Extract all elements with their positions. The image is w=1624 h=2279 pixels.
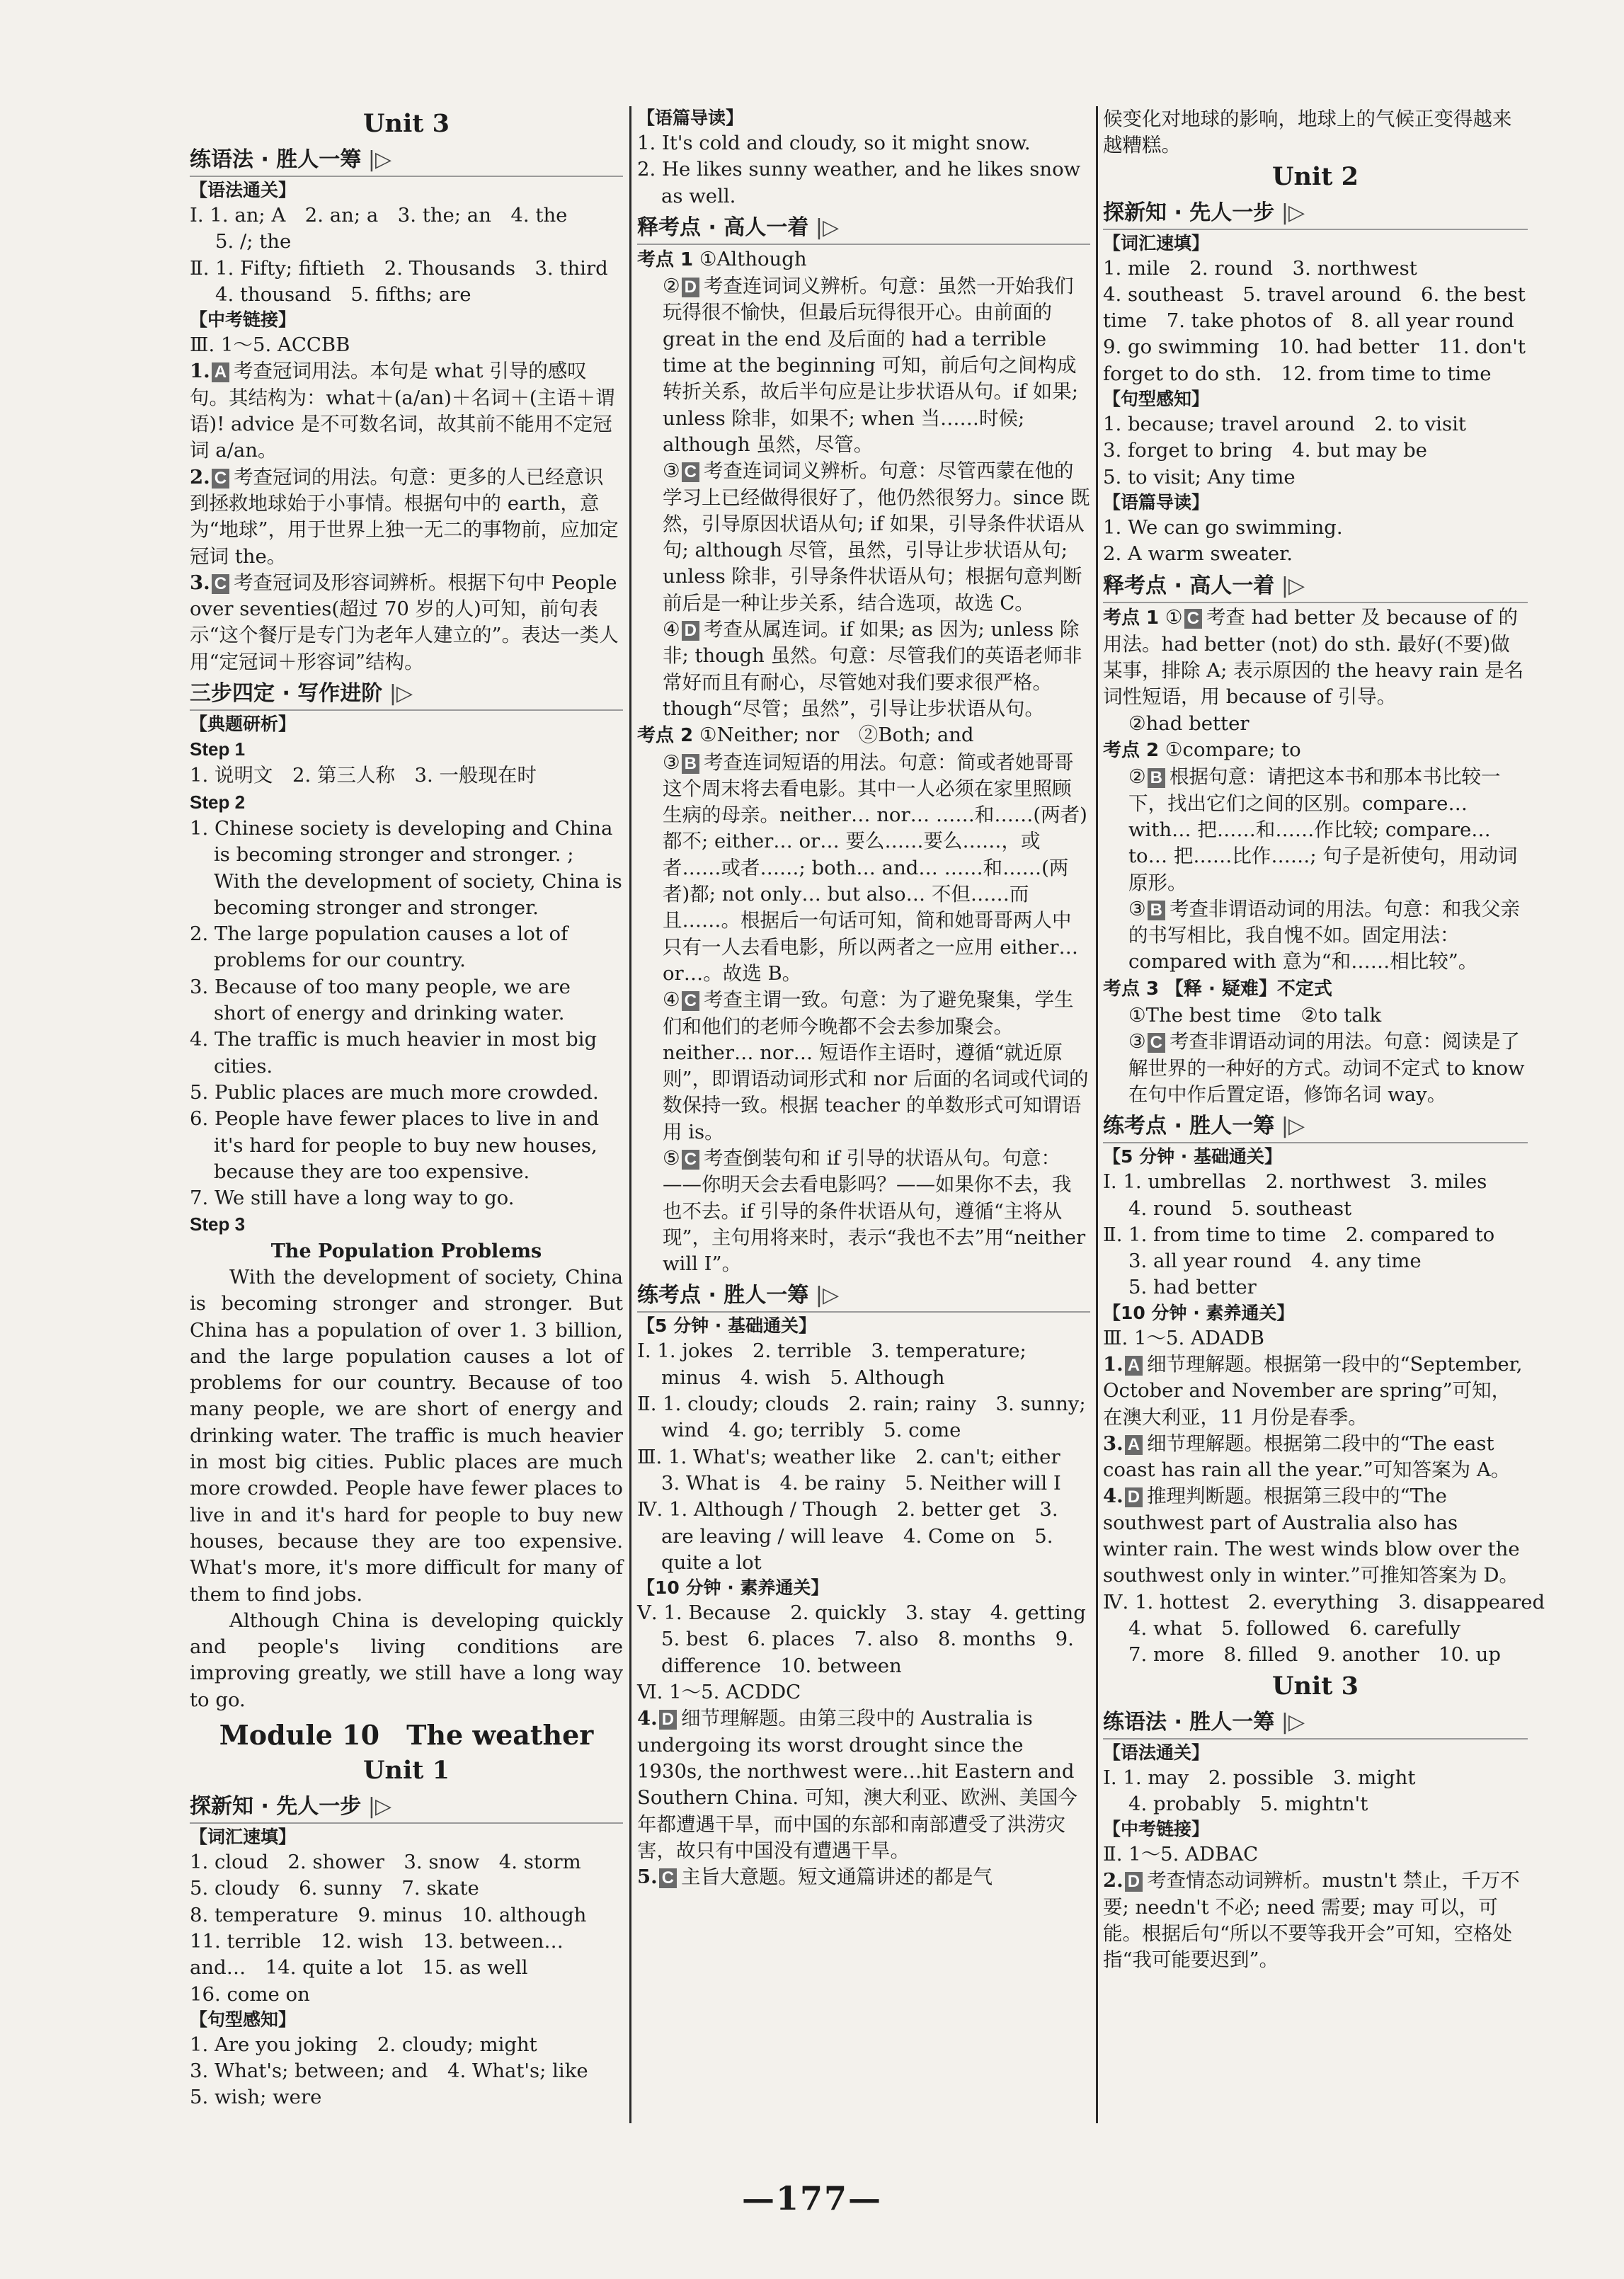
answer-line: 5. wish; were [190, 2086, 322, 2109]
answer-badge: C [212, 574, 229, 594]
answer-line: forget to do sth. 12. from time to time [1103, 362, 1492, 385]
answer-line: Ⅰ. 1. umbrellas 2. northwest 3. miles [1103, 1170, 1487, 1194]
subsection-heading: 【句型感知】 [190, 2009, 297, 2030]
explanation-item: ③ C 考查连词词义辨析。句意：尽管西蒙在他的学习上已经做得很好了，他仍然很努力。since 既然，引导原因状语从句; if 如果，引导条件状语从句; although 尽管，虽然，引导让步状语从句; unless 除非，引导条件状语从句；根据句意判断前后是一种让步关系，结合选项，故选 C。 [663, 459, 1090, 615]
step-label: Step 2 [190, 791, 246, 813]
answer-line: 3. What's; between; and 4. What's; like [190, 2060, 588, 2083]
answer-badge: A [1125, 1356, 1143, 1376]
answer-badge: B [1148, 768, 1165, 788]
answer-line: Ⅵ. 1～5. ACDDC [637, 1681, 801, 1704]
answer-line: 4. what 5. followed 6. carefully [1128, 1616, 1461, 1640]
explanation-item: ③ B 考查非谓语动词的用法。句意：和我父亲的书写相比，我自愧不如。固定用法：compared with 意为“和……相比较”。 [1128, 897, 1520, 973]
key-point-line: 考点 3 【释 · 疑难】不定式 [1103, 978, 1332, 1000]
answer-badge: A [212, 362, 229, 382]
subsection-heading: 【5 分钟 · 基础通关】 [637, 1315, 817, 1337]
section-band: 练考点 · 胜人一筹 |▷ [1103, 1111, 1528, 1143]
answer-badge: B [682, 754, 699, 774]
sentence-item: 6. People have fewer places to live in and it's hard for people to buy new houses, because they are too expensive. [190, 1107, 600, 1183]
explanation-item: ⑤ C 考查倒装句和 if 引导的状语从句。句意：——你明天会去看电影吗？——如果你不去，我也不去。if 引导的条件状语从句，遵循“主将从现”，主句用将来时，表示“我也不去”用“neither will I”。 [663, 1146, 1086, 1276]
explanation-item: 3. A 细节理解题。根据第二段中的“The east coast has rain all the year.”可知答案为 A。 [1103, 1432, 1511, 1482]
subsection-heading: 【5 分钟 · 基础通关】 [1103, 1146, 1283, 1167]
answer-badge: D [1125, 1872, 1143, 1892]
explanation-item: ④ C 考查主谓一致。句意：为了避免聚集，学生们和他们的老师今晚都不会去参加聚会。neither… nor… 短语作主语时，遵循“就近原则”，即谓语动词形式和 nor 后面的名词或代词的数保持一致。根据 teacher 的单数形式可知谓语用 is。 [663, 988, 1089, 1143]
explanation-item: ③ C 考查非谓语动词的用法。句意：阅读是了解世界的一种好的方式。动词不定式 to know 在句中作后置定语，修饰名词 way。 [1128, 1030, 1525, 1106]
key-point-line: 考点 1 ①Although [637, 247, 807, 270]
answer-line: Ⅲ. 1～5. ACCBB [190, 333, 350, 357]
column-right [1103, 106, 1545, 2130]
answer-line: 1. 说明文 2. 第三人称 3. 一般现在时 [190, 764, 537, 787]
answer-badge: C [1184, 609, 1202, 629]
answer-badge: D [682, 278, 699, 297]
continued-text: 候变化对地球的影响，地球上的气候正变得越来越糟糕。 [1103, 108, 1512, 157]
answer-line: 7. more 8. filled 9. another 10. up [1128, 1643, 1501, 1667]
answer-badge: C [212, 469, 229, 489]
answer-line: time 7. take photos of 8. all year round [1103, 309, 1514, 333]
answer-line: and… 14. quite a lot 15. as well [190, 1956, 528, 1980]
unit-title: Unit 2 [1272, 161, 1359, 191]
answer-line: ①The best time ②to talk [1128, 1004, 1382, 1027]
step-label: Step 1 [190, 738, 246, 760]
explanation-item: 2. D 考查情态动词辨析。mustn't 禁止，千万不要; needn't 不必; need 需要; may 可以，可能。根据后句“所以不要等我开会”可知，空格处指“我可能要迟到”。 [1103, 1869, 1520, 1972]
subsection-heading: 【中考链接】 [1103, 1819, 1210, 1840]
answer-line: Ⅱ. 1. cloudy; clouds 2. rain; rainy 3. sunny; wind 4. go; terribly 5. come [637, 1393, 1086, 1442]
answer-line: 5. cloudy 6. sunny 7. skate [190, 1877, 479, 1900]
sentence-item: 3. Because of too many people, we are short of energy and drinking water. [190, 975, 571, 1025]
answer-line: Ⅰ. 1. jokes 2. terrible 3. temperature; minus 4. wish 5. Although [637, 1340, 1027, 1389]
subsection-heading: 【语法通关】 [1103, 1742, 1210, 1763]
section-band: 探新知 · 先人一步 |▷ [190, 1791, 623, 1824]
unit-title: Unit 1 [363, 1756, 450, 1786]
essay-paragraph: Although China is developing quickly and people's living conditions are improving greatly, we still have a long way to go. [190, 1609, 623, 1711]
answer-line: Ⅲ. 1～5. ADADB [1103, 1326, 1265, 1349]
answer-line: 8. temperature 9. minus 10. although [190, 1903, 587, 1926]
explanation-item: ③ B 考查连词短语的用法。句意：简或者她哥哥这个周末将去看电影。其中一人必须在家里照顾生病的母亲。neither… nor… ……和……(两者)都不; either… or… 要么……要么……，或者……或者……; both… and… ……和……(两者)都; not only… but also… 不但……而且……。根据后一句话可知，简和她哥哥两人中只有一人去看电影，所以两者之一应用 either… or…。故选 B。 [663, 750, 1087, 985]
answer-line: Ⅱ. 1. Fifty; fiftieth 2. Thousands 3. third [190, 256, 608, 280]
answer-line: 1. Are you joking 2. cloudy; might [190, 2033, 537, 2056]
answer-line: 5. /; the [215, 230, 292, 253]
column-middle [637, 106, 1106, 2130]
double-arrow-icon: |▷ [1274, 1709, 1305, 1735]
answer-line: 1. mile 2. round 3. northwest [1103, 256, 1417, 280]
answer-line: Ⅱ. 1. from time to time 2. compared to [1103, 1223, 1495, 1246]
section-band: 探新知 · 先人一步 |▷ [1103, 198, 1528, 230]
subsection-heading: 【语篇导读】 [1103, 491, 1210, 513]
answer-line: Ⅱ. 1～5. ADBAC [1103, 1843, 1259, 1866]
subsection-heading: 【中考链接】 [190, 309, 297, 331]
unit-title: Unit 3 [1272, 1671, 1359, 1701]
column-divider [629, 106, 631, 2123]
answer-line: Ⅰ. 1. may 2. possible 3. might [1103, 1766, 1416, 1789]
answer-line: Ⅲ. 1. What's; weather like 2. can't; either 3. What is 4. be rainy 5. Neither will I [637, 1445, 1080, 1495]
answer-badge: C [682, 462, 699, 482]
explanation-item: ② B 根据句意：请把这本书和那本书比较一下，找出它们之间的区别。compare… with… 把……和……作比较; compare… to… 把……比作……; 句子是祈使句，用动词原形。 [1128, 765, 1518, 894]
answer-line: Ⅴ. 1. Because 2. quickly 3. stay 4. getting 5. best 6. places 7. also 8. months 9. difference 10. between [637, 1601, 1106, 1677]
explanation-item: 2. C 考查冠词的用法。句意：更多的人已经意识到拯救地球始于小事情。根据句中的 earth，意为“地球”，用于世界上独一无二的事物前，应加定冠词 the。 [190, 465, 619, 568]
answer-line: 3. forget to bring 4. but may be [1103, 439, 1427, 462]
double-arrow-icon: |▷ [1274, 200, 1305, 225]
key-point-line: 考点 2 ①Neither; nor ②Both; and [637, 724, 974, 747]
answer-badge: D [1125, 1487, 1143, 1507]
explanation-item: 4. D 推理判断题。根据第三段中的“The southwest part of Australia also has winter rain. The west winds blow over the southwest only in winter.”可推知答案为 D。 [1103, 1485, 1520, 1587]
sentence-item: 5. Public places are much more crowded. [190, 1080, 599, 1104]
page-number: —177— [741, 2179, 883, 2217]
module-title: Module 10 The weather [219, 1719, 594, 1752]
double-arrow-icon: |▷ [361, 1794, 392, 1820]
answer-badge: B [1148, 901, 1165, 920]
answer-badge: D [682, 621, 699, 641]
answer-badge: D [659, 1710, 677, 1730]
explanation-item: 1. A 细节理解题。根据第一段中的“September, October and November are spring”可知，在澳大利亚，11 月份是春季。 [1103, 1352, 1523, 1429]
subsection-heading: 【10 分钟 · 素养通关】 [637, 1577, 829, 1599]
double-arrow-icon: |▷ [1274, 573, 1305, 598]
subsection-heading: 【语法通关】 [190, 180, 297, 200]
explanation-item: 3. C 考查冠词及形容词辨析。根据下句中 People over seventies(超过 70 岁的人)可知，前句表示“这个餐厅是专门为老年人建立的”。表达一类人用“定冠词＋形容词”结构。 [190, 571, 619, 673]
answer-line: 1. cloud 2. shower 3. snow 4. storm [190, 1851, 581, 1874]
essay-paragraph: With the development of society, China is becoming stronger and stronger. But China has a population of over 1. 3 billion, and the large population causes a lot of problems for our country. Because of too many people, we are short of energy and drinking water. The traffic is much heavier in most big cities. Public places are much more crowded. People have fewer places to live in and it's hard for people to buy new houses, because they are too expensive. What's more, it's more difficult for many of them to find jobs. [190, 1265, 623, 1606]
answer-line: 3. all year round 4. any time [1128, 1250, 1422, 1273]
step-label: Step 3 [190, 1213, 246, 1235]
answer-line: 2. He likes sunny weather, and he likes snow as well. [637, 158, 1081, 207]
answer-badge: A [1125, 1435, 1143, 1455]
explanation-item: 5. C 主旨大意题。短文通篇讲述的都是气 [637, 1866, 993, 1889]
column-divider [1096, 106, 1098, 2123]
explanation-item: ④ D 考查从属连词。if 如果; as 因为; unless 除非; though 虽然。句意：尽管我们的英语老师非常好而且有耐心，尽管她对我们要求很严格。though“尽管；虽然”，引导让步状语从句。 [663, 618, 1082, 720]
answer-line: 16. come on [190, 1982, 310, 2006]
answer-line: 4. probably 5. mightn't [1128, 1792, 1368, 1815]
answer-line: 11. terrible 12. wish 13. between… [190, 1929, 564, 1953]
key-point-line: 考点 1 ① C 考查 had better 及 because of 的用法。had better (not) do sth. 最好(不要)做某事，排除 A; 表示原因的 the heavy rain 是名词性短语，用 because of 引导。 [1103, 605, 1524, 709]
answer-line: 5. had better [1128, 1276, 1257, 1299]
section-band: 练考点 · 胜人一筹 |▷ [637, 1280, 1090, 1313]
answer-line: Ⅰ. 1. an; A 2. an; a 3. the; an 4. the [190, 204, 568, 227]
double-arrow-icon: |▷ [1274, 1114, 1305, 1139]
double-arrow-icon: |▷ [361, 147, 392, 172]
double-arrow-icon: |▷ [808, 1283, 840, 1308]
column-left [190, 106, 623, 2130]
answer-line: 1. because; travel around 2. to visit [1103, 413, 1466, 436]
section-band: 释考点 · 高人一着 |▷ [1103, 571, 1528, 603]
answer-line: 4. southeast 5. travel around 6. the best [1103, 282, 1526, 306]
answer-badge: C [659, 1868, 677, 1888]
subsection-heading: 【10 分钟 · 素养通关】 [1103, 1302, 1295, 1323]
answer-line: Ⅳ. 1. Although / Though 2. better get 3. are leaving / will leave 4. Come on 5. quite a lot [637, 1498, 1058, 1574]
answer-line: 5. to visit; Any time [1103, 465, 1296, 489]
answer-badge: C [682, 1150, 699, 1170]
answer-line: 4. thousand 5. fifths; are [215, 282, 471, 306]
explanation-item: ② D 考查连词词义辨析。句意：虽然一开始我们玩得很不愉快，但最后玩得很开心。由前面的 great in the end 及后面的 had a terrible time at the beginning 可知，前后句之间构成转折关系，故后半句应是让步状语从句。if 如果; unless 除非，如果不; when 当……时候; although 虽然，尽管。 [663, 275, 1078, 456]
sentence-item: 2. The large population causes a lot of problems for our country. [190, 923, 568, 972]
section-band: 释考点 · 高人一着 |▷ [637, 212, 1090, 245]
answer-line: ②had better [1128, 712, 1250, 735]
subsection-heading: 【语篇导读】 [637, 108, 744, 128]
answer-line: 1. It's cold and cloudy, so it might snow. [637, 132, 1031, 154]
section-band: 三步四定 · 写作进阶 |▷ [190, 678, 623, 711]
answer-line: 4. round 5. southeast [1128, 1196, 1352, 1220]
double-arrow-icon: |▷ [382, 681, 413, 707]
subsection-heading: 【词汇速填】 [1103, 232, 1210, 253]
explanation-item: 4. D 细节理解题。由第三段中的 Australia is undergoing its worst drought since the 1930s, the northwest were…hit Eastern and Southern China. 可知，澳大利亚、欧洲、美国今年都遭遇干旱，而中国的东部和南部遭受了洪涝灾害，故只有中国没有遭遇干旱。 [637, 1707, 1077, 1862]
sentence-item: 7. We still have a long way to go. [190, 1187, 515, 1210]
subsection-heading: 【典题研析】 [190, 714, 297, 735]
answer-line: 2. A warm sweater. [1103, 542, 1293, 566]
essay-title: The Population Problems [270, 1240, 542, 1262]
sentence-item: 1. Chinese society is developing and China is becoming stronger and stronger. ; With the development of society, China is becoming stronger and stronger. [190, 816, 622, 919]
answer-badge: C [1148, 1033, 1165, 1053]
answer-line: Ⅳ. 1. hottest 2. everything 3. disappeared [1103, 1590, 1545, 1613]
subsection-heading: 【句型感知】 [1103, 389, 1210, 410]
answer-line: 1. We can go swimming. [1103, 515, 1343, 539]
double-arrow-icon: |▷ [808, 215, 840, 240]
unit-title: Unit 3 [363, 109, 450, 138]
subsection-heading: 【词汇速填】 [190, 1827, 297, 1848]
key-point-line: 考点 2 ①compare; to [1103, 738, 1301, 762]
section-band: 练语法 · 胜人一筹 |▷ [190, 144, 623, 177]
section-band: 练语法 · 胜人一筹 |▷ [1103, 1707, 1528, 1740]
answer-badge: C [682, 991, 699, 1011]
explanation-item: 1. A 考查冠词用法。本句是 what 引导的感叹句。其结构为：what＋(a/an)＋名词＋(主语＋谓语)! advice 是不可数名词，故其前不能用不定冠词 a/an。 [190, 360, 615, 462]
answer-line: 9. go swimming 10. had better 11. don't [1103, 336, 1526, 359]
sentence-item: 4. The traffic is much heavier in most big cities. [190, 1028, 597, 1078]
